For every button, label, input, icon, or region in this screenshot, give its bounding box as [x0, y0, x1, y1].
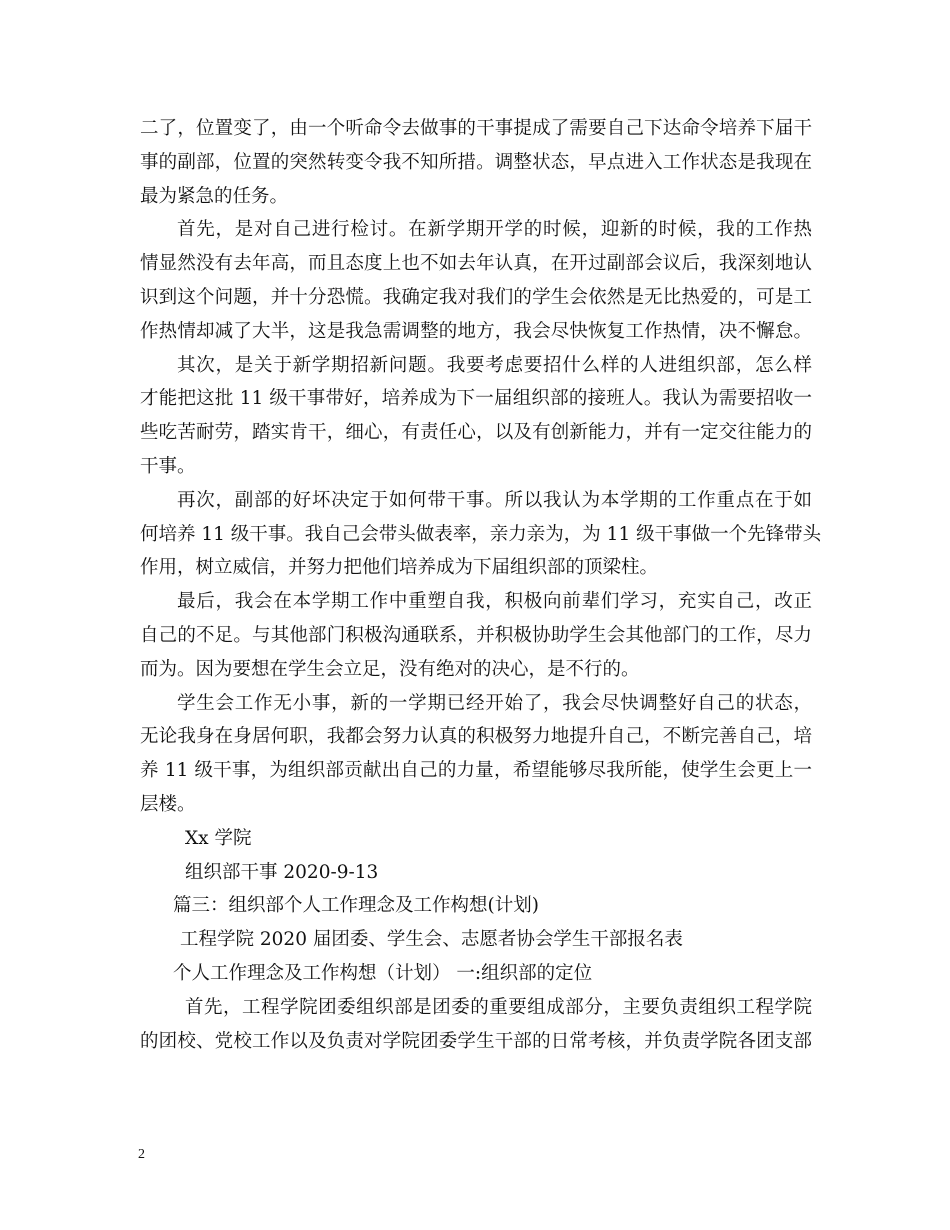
text-line: 二了，位置变了，由一个听命令去做事的干事提成了需要自己下达命令培养下届干 — [140, 118, 812, 139]
text-line: 工程学院 2020 届团委、学生会、志愿者协会学生干部报名表 — [180, 929, 683, 951]
text-line: 再次，副部的好坏决定于如何带干事。所以我认为本学期的工作重点在于如 — [177, 489, 812, 511]
text-line: 最后，我会在本学期工作中重塑自我，积极向前辈们学习，充实自己，改正 — [177, 591, 812, 613]
text-line: 其次，是关于新学期招新问题。我要考虑要招什么样的人进组织部，怎么样 — [177, 354, 812, 376]
text-line: 的团校、党校工作以及负责对学院团委学生干部的日常考核，并负责学院各团支部 — [140, 1030, 812, 1052]
text-line: 干事。 — [140, 455, 196, 477]
text-line: 层楼。 — [140, 793, 196, 815]
text-line: 个人工作理念及工作构想（计划） 一:组织部的定位 — [173, 962, 593, 984]
text-line: 学生会工作无小事，新的一学期已经开始了，我会尽快调整好自己的状态， — [177, 692, 812, 714]
document-body — [140, 112, 822, 1058]
text-line: 些吃苦耐劳，踏实肯干，细心，有责任心，以及有创新能力，并有一定交往能力的 — [140, 422, 812, 444]
text-line: 最为紧急的任务。 — [140, 185, 289, 207]
text-line: 养 11 级干事，为组织部贡献出自己的力量，希望能够尽我所能，使学生会更上一 — [140, 760, 812, 782]
text-line: 组织部干事 2020-9-13 — [185, 861, 379, 883]
page-number: 2 — [138, 1147, 145, 1162]
text-line: 作用，树立威信，并努力把他们培养成为下届组织部的顶梁柱。 — [140, 557, 659, 579]
text-line: 情显然没有去年高，而且态度上也不如去年认真，在开过副部会议后，我深刻地认 — [140, 253, 812, 275]
text-line: 而为。因为要想在学生会立足，没有绝对的决心，是不行的。 — [140, 658, 640, 680]
text-line: 无论我身在身居何职，我都会努力认真的积极努力地提升自己，不断完善自己，培 — [140, 726, 812, 748]
text-line: 才能把这批 11 级干事带好，培养成为下一届组织部的接班人。我认为需要招收一 — [140, 388, 812, 410]
text-line: 何培养 11 级干事。我自己会带头做表率，亲力亲为，为 11 级干事做一个先锋带头 — [140, 523, 822, 545]
text-line: 篇三：组织部个人工作理念及工作构想(计划) — [173, 895, 539, 917]
text-line: 事的副部，位置的突然转变令我不知所措。调整状态，早点进入工作状态是我现在 — [140, 151, 812, 173]
text-line: Xx 学院 — [185, 827, 252, 849]
text-line: 首先，是对自己进行检讨。在新学期开学的时候，迎新的时候，我的工作热 — [177, 219, 812, 241]
text-line: 首先，工程学院团委组织部是团委的重要组成部分，主要负责组织工程学院 — [185, 996, 812, 1018]
text-line: 自己的不足。与其他部门积极沟通联系，并积极协助学生会其他部门的工作，尽力 — [140, 624, 812, 646]
text-line: 作热情却减了大半，这是我急需调整的地方，我会尽快恢复工作热情，决不懈怠。 — [140, 320, 812, 342]
text-line: 识到这个问题，并十分恐慌。我确定我对我们的学生会依然是无比热爱的，可是工 — [140, 286, 812, 308]
